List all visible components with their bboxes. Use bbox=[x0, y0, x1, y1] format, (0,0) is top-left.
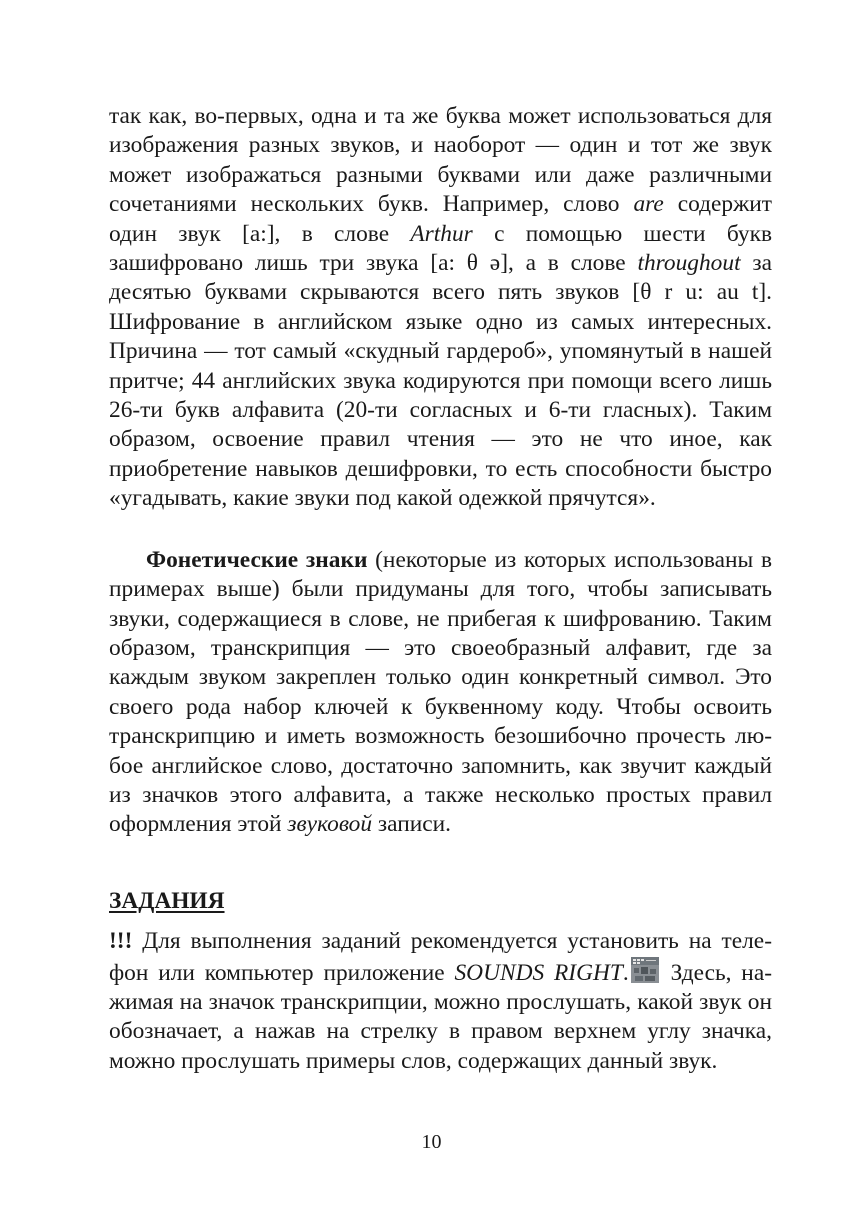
text-run: (некоторые из которых использованы в примерах выше) были придуманы для того, чтобы записывать звуки, содержащиеся в слове, не прибегая к шифрованию. Таким образом, транскрипция — это своеобразный алфавит, где за каждым звуком закреплен только один конкретный символ. Это своего рода набор ключей к буквенному коду. Чтобы освоить транскрипцию и иметь возможность безошибочно прочесть любое английское слово, достаточно запомнить, как звучит каждый из значков этого алфавита, а также несколько простых правил оформления этой bbox=[109, 546, 773, 838]
paragraph-tasks-note bbox=[109, 927, 772, 1076]
exclamation-marker: !!! bbox=[109, 928, 133, 955]
example-word-are: are bbox=[633, 191, 664, 218]
paragraph-phonetic-signs bbox=[109, 546, 772, 840]
text-run: Здесь, нажимая на значок транскрипции, можно прослушать, какой звук он обозначает, а нажав на стрелку в правом верхнем углу значка, можно прослушать примеры слов, содержащих данный звук. bbox=[109, 959, 773, 1074]
example-word-arthur: Arthur bbox=[410, 220, 473, 247]
text-run: . bbox=[622, 959, 629, 986]
text-run: записи. bbox=[372, 811, 452, 838]
sounds-right-app-icon bbox=[631, 957, 659, 983]
page-content bbox=[109, 102, 772, 1076]
text-run: за десятью буквами скрываются всего пять звуков [θ r u: au t]. Шифрование в английском языке одно из самых интересных. Причина — тот самый «скудный гардероб», упомянутый в нашей притче; 44 английских звука кодируются при помощи всего лишь 26-ти букв алфавита (20-ти согласных и 6-ти гласных). Таким образом, освоение правил чтения — это не что иное, как приобретение навыков дешифровки, то есть способности быстро «угадывать, какие звуки под какой одежкой прячутся». bbox=[109, 250, 772, 512]
term-phonetic-signs: Фонетические знаки bbox=[146, 546, 368, 573]
example-word-throughout: throughout bbox=[637, 250, 741, 277]
paragraph-reading-rules bbox=[109, 102, 772, 514]
text-run: так как, во-первых, одна и та же буква может использоваться для изображения разных звуков, и наоборот — один и тот же звук может изображаться разными буквами или даже различными сочетаниями нескольких букв. Например, слово bbox=[109, 103, 772, 218]
text-run: Для выполнения заданий рекомендуется установить на телефон или компьютер приложение bbox=[109, 928, 772, 986]
text-run: содержит один звук [a:], в слове bbox=[109, 191, 772, 247]
section-heading: ЗАДАНИЯ bbox=[109, 887, 225, 914]
text-run: с помощью шести букв зашифровано лишь три звука [a: θ ə], а в слове bbox=[109, 220, 772, 277]
emphasis-zvukovoy: звуковой bbox=[287, 811, 373, 838]
app-name: SOUNDS RIGHT bbox=[454, 959, 623, 986]
page-number: 10 bbox=[421, 1131, 442, 1153]
